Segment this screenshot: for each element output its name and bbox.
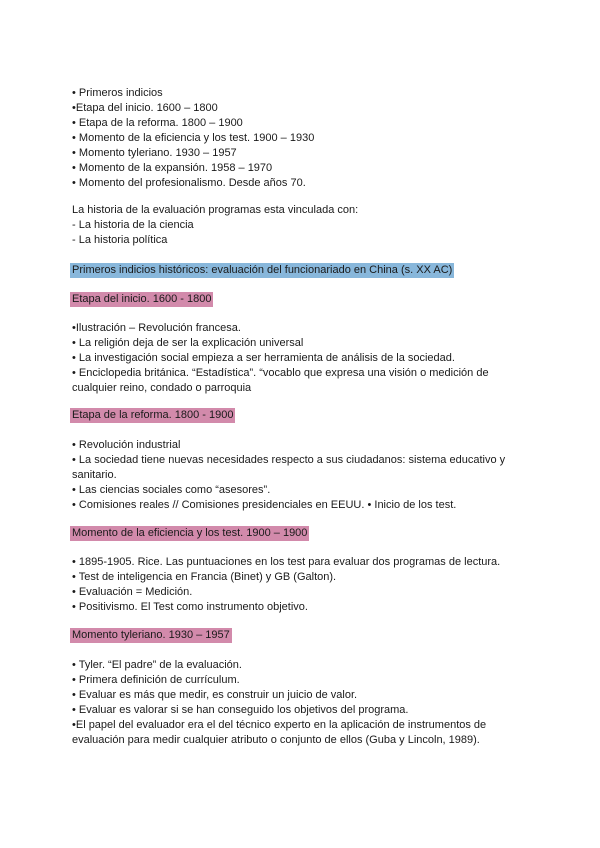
section-heading-tyleriano [72, 628, 532, 643]
list-item: • Primeros indicios [72, 87, 163, 99]
heading-momento-eficiencia: Momento de la eficiencia y los test. 1900 – 1900 [72, 527, 308, 539]
inicio-list [72, 321, 532, 396]
history-intro: La historia de la evaluación programas esta vinculada con: [72, 204, 359, 216]
heading-etapa-inicio: Etapa del inicio. 1600 - 1800 [72, 293, 212, 305]
history-item: - La historia política [72, 234, 168, 246]
list-item: •El papel del evaluador era el del técnico experto en la aplicación de instrumentos de evaluación para medir cualquier atributo o conjunto de ellos (Guba y Lincoln, 1989). [72, 719, 487, 746]
section-heading-inicio [72, 292, 532, 307]
eficiencia-list [72, 555, 532, 615]
tyleriano-list [72, 658, 532, 748]
list-item: • Test de inteligencia en Francia (Binet) y GB (Galton). [72, 571, 337, 583]
list-item: • Momento de la eficiencia y los test. 1900 – 1930 [72, 132, 315, 144]
list-item: • Momento del profesionalismo. Desde años 70. [72, 177, 306, 189]
list-item: • Etapa de la reforma. 1800 – 1900 [72, 117, 243, 129]
list-item: • Primera definición de currículum. [72, 674, 240, 686]
list-item: • 1895-1905. Rice. Las puntuaciones en los test para evaluar dos programas de lectura. [72, 556, 501, 568]
section-heading-eficiencia [72, 526, 532, 541]
list-item: • Positivismo. El Test como instrumento objetivo. [72, 601, 308, 613]
intro-list [72, 86, 532, 191]
list-item: •Etapa del inicio. 1600 – 1800 [72, 102, 218, 114]
section-heading-primeros [72, 263, 532, 278]
history-paragraph [72, 203, 532, 248]
list-item: • La sociedad tiene nuevas necesidades respecto a sus ciudadanos: sistema educativo y sanitario. [72, 454, 506, 481]
list-item: • Enciclopedia británica. “Estadística”. “vocablo que expresa una visión o medición de cualquier reino, condado o parroquia [72, 367, 489, 394]
list-item: • La investigación social empieza a ser herramienta de análisis de la sociedad. [72, 352, 455, 364]
list-item: • Evaluar es valorar si se han conseguido los objetivos del programa. [72, 704, 409, 716]
list-item: • Revolución industrial [72, 439, 181, 451]
list-item: • Evaluar es más que medir, es construir un juicio de valor. [72, 689, 358, 701]
list-item: • Las ciencias sociales como “asesores”. [72, 484, 271, 496]
list-item: • Tyler. “El padre” de la evaluación. [72, 659, 242, 671]
heading-momento-tyleriano: Momento tyleriano. 1930 – 1957 [72, 629, 230, 641]
list-item: • La religión deja de ser la explicación universal [72, 337, 304, 349]
list-item: • Momento de la expansión. 1958 – 1970 [72, 162, 273, 174]
list-item: •Ilustración – Revolución francesa. [72, 322, 241, 334]
list-item: • Evaluación = Medición. [72, 586, 193, 598]
section-heading-reforma [72, 408, 532, 423]
history-item: - La historia de la ciencia [72, 219, 194, 231]
list-item: • Comisiones reales // Comisiones presidenciales en EEUU. • Inicio de los test. [72, 499, 457, 511]
list-item: • Momento tyleriano. 1930 – 1957 [72, 147, 237, 159]
heading-etapa-reforma: Etapa de la reforma. 1800 - 1900 [72, 409, 234, 421]
heading-primeros-indicios: Primeros indicios históricos: evaluación del funcionariado en China (s. XX AC) [72, 264, 453, 276]
reforma-list [72, 438, 532, 513]
